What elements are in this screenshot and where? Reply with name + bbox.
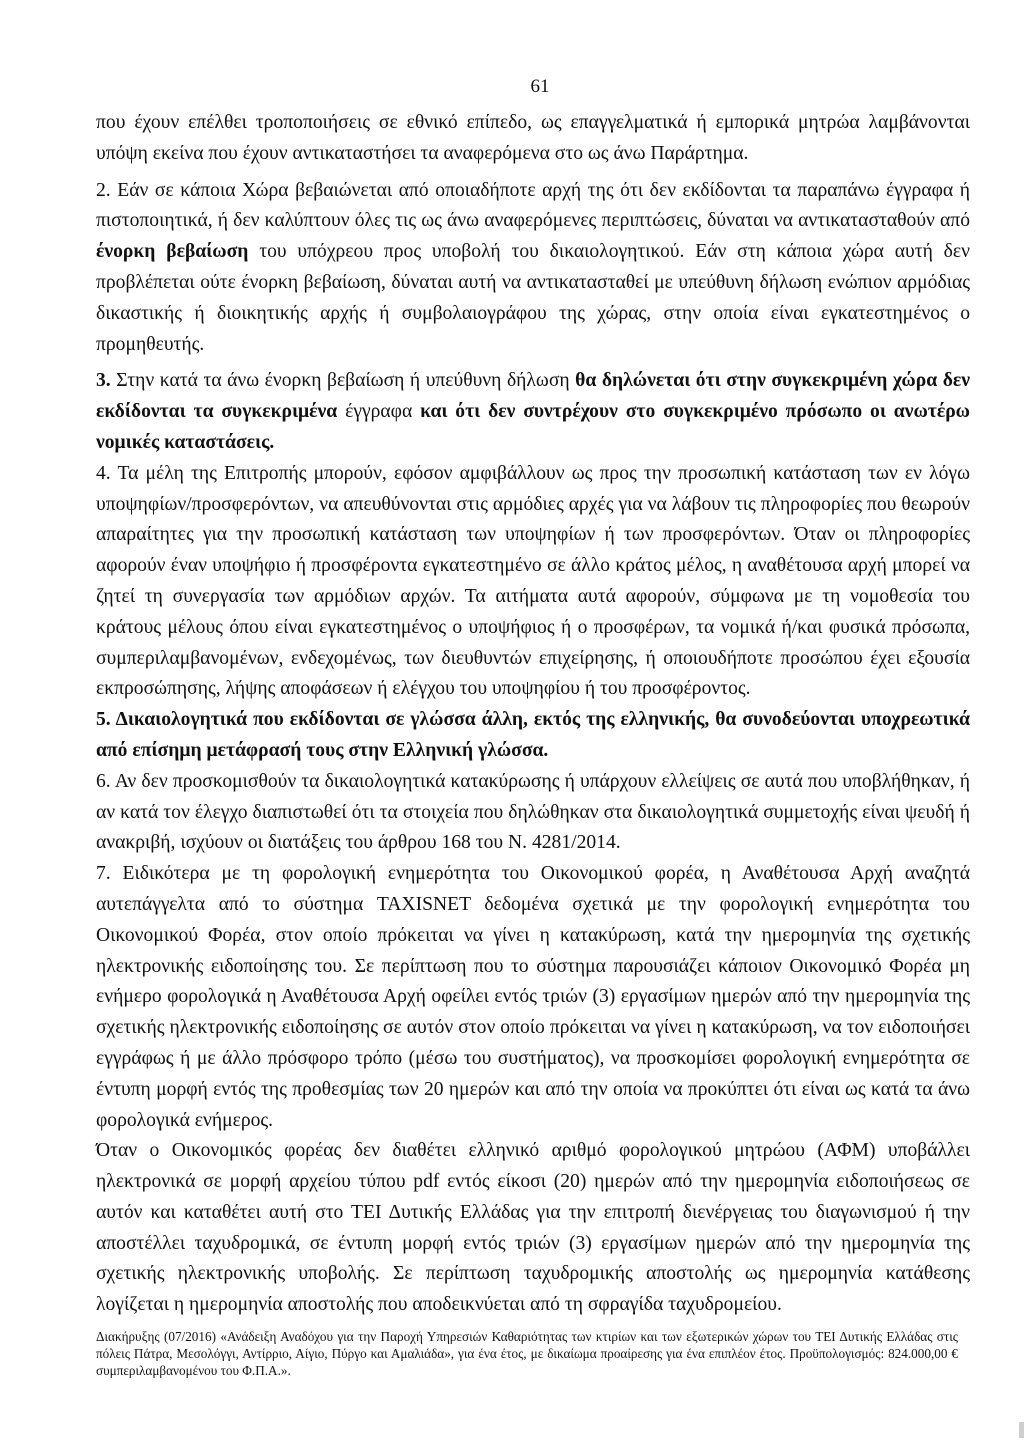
paragraph-2-text: 2. Εάν σε κάποια Χώρα βεβαιώνεται από οποιαδήποτε αρχή της ότι δεν εκδίδονται τα παραπάνω έγγραφα ή πιστοποιητικά, ή δεν καλύπτουν όλες τις ως άνω αναφερόμενες περιπτώσεις, δύναται να αντικατασταθούν από [96,179,970,232]
paragraph-continuation: που έχουν επέλθει τροποποιήσεις σε εθνικό επίπεδο, ως επαγγελματικά ή εμπορικά μητρώα λαμβάνονται υπόψη εκείνα που έχουν αντικαταστήσει τα αναφερόμενα στο ως άνω Παράρτημα. [96,112,970,164]
paragraph-3-text: Στην κατά τα άνω ένορκη βεβαίωση ή υπεύθυνη δήλωση [110,370,576,392]
paragraph-2 [96,176,970,361]
paragraph-3-bold-end: και ότι δεν συντρέχουν στο συγκεκριμένο πρόσωπο οι ανωτέρω νομικές καταστάσεις. [96,401,971,453]
paragraph-afm: Όταν ο Οικονομικός φορέας δεν διαθέτει ελληνικό αριθμό φορολογικού μητρώου (ΑΦΜ) υποβάλλει ηλεκτρονικά σε μορφή αρχείου τύπου pdf εντός είκοσι (20) ημερών από την ημερομηνία ειδοποιήσεως σε αυτόν και καταθέτει αυτή στο ΤΕΙ Δυτικής Ελλάδας για την επιτροπή διενέργειας του διαγωνισμού ή την αποστέλλει ταχυδρομικά, σε έντυπη μορφή εντός τριών (3) εργασίμων ημερών από την ημερομηνία της σχετικής ηλεκτρονικής υποβολής. Σε περίπτωση ταχυδρομικής αποστολής ως ημερομηνία κατάθεσης λογίζεται η ημερομηνία αποστολής που αποδεικνύεται από τη σφραγίδα ταχυδρομείου. [96,1140,970,1316]
page-footer: Διακήρυξης (07/2016) «Ανάδειξη Αναδόχου για την Παροχή Υπηρεσιών Καθαριότητας των κτιρίων και των εξωτερικών χώρων του ΤΕΙ Δυτικής Ελλάδας στις πόλεις Πάτρα, Μεσολόγγι, Αντίρριο, Αίγιο, Πύργο και Αμαλιάδα», για ένα έτος, με δικαίωμα προαίρεσης για ένα επιπλέον έτος. Προϋπολογισμός: 824.000,00 € συμπεριλαμβανομένου του Φ.Π.Α.». [96,1329,958,1379]
paragraph-3-text-mid: έγγραφα [337,401,421,423]
paragraph-3 [96,366,970,458]
document-body [96,108,970,1321]
paragraph-6: 6. Αν δεν προσκομισθούν τα δικαιολογητικά κατακύρωσης ή υπάρχουν ελλείψεις σε αυτά που υποβλήθηκαν, ή αν κατά τον έλεγχο διαπιστωθεί ότι τα στοιχεία που δηλώθηκαν στα δικαιολογητικά συμμετοχής είναι ψευδή ή ανακριβή, ισχύουν οι διατάξεις του άρθρου 168 του Ν. 4281/2014. [96,770,970,854]
paragraph-2-bold: ένορκη βεβαίωση [96,241,249,263]
paragraph-7: 7. Ειδικότερα με τη φορολογική ενημερότητα του Οικονομικού φορέα, η Αναθέτουσα Αρχή αναζητά αυτεπάγγελτα από το σύστημα TAXISNET δεδομένα σχετικά με την φορολογική ενημερότητα του Οικονομικού Φορέα, στον οποίο πρόκειται να γίνει η κατακύρωση, κατά την ημερομηνία της σχετικής ηλεκτρονικής ειδοποίησης του. Σε περίπτωση που το σύστημα παρουσιάζει κάποιον Οικονομικό Φορέα μη ενήμερο φορολογικά η Αναθέτουσα Αρχή οφείλει εντός τριών (3) εργασίμων ημερών από την ημερομηνία της σχετικής ηλεκτρονικής ειδοποίησης σε αυτόν στον οποίο πρόκειται να γίνει η κατακύρωση, να τον ειδοποιήσει εγγράφως ή με άλλο πρόσφορο τρόπο (μέσω του συστήματος), να προσκομίσει φορολογική ενημερότητα σε έντυπη μορφή εντός της προθεσμίας των 20 ημερών και από την οποία να προκύπτει ότι είναι ως κατά τα άνω φορολογικά ενήμερος. [96,863,970,1131]
paragraph-5: 5. Δικαιολογητικά που εκδίδονται σε γλώσσα άλλη, εκτός της ελληνικής, θα συνοδεύονται υποχρεωτικά από επίσημη μετάφρασή τους στην Ελληνική γλώσσα. [96,709,970,761]
scan-edge-mark [1019,1422,1024,1438]
paragraph-3-bold: θα δηλώνεται ότι στην συγκεκριμένη χώρα δεν εκδίδονται τα συγκεκριμένα [96,370,970,423]
paragraph-3-number: 3. [96,370,111,392]
paragraph-2-text-end: του υπόχρεου προς υποβολή του δικαιολογητικού. Εάν στη κάποια χώρα αυτή δεν προβλέπεται ούτε ένορκη βεβαίωση, δύναται αυτή να αντικατασταθεί με υπεύθυνη δήλωση ενώπιον αρμόδιας δικαστικής ή διοικητικής αρχής ή συμβολαιογράφου της χώρας, στην οποία είναι εγκατεστημένος ο προμηθευτής. [96,241,970,355]
page-number: 61 [530,76,550,97]
paragraph-4: 4. Τα μέλη της Επιτροπής μπορούν, εφόσον αμφιβάλλουν ως προς την προσωπική κατάσταση των εν λόγω υποψηφίων/προσφερόντων, να απευθύνονται στις αρμόδιες αρχές για να λάβουν τις πληροφορίες που θεωρούν απαραίτητες για την προσωπική κατάσταση των υποψηφίων ή των προσφερόντων. Όταν οι πληροφορίες αφορούν έναν υποψήφιο ή προσφέροντα εγκατεστημένο σε άλλο κράτος μέλος, η αναθέτουσα αρχή μπορεί να ζητεί τη συνεργασία των αρμόδιων αρχών. Τα αιτήματα αυτά αφορούν, σύμφωνα με τη νομοθεσία του κράτους μέλους όπου είναι εγκατεστημένος ο υποψήφιος ή ο προσφέρων, τα νομικά ή/και φυσικά πρόσωπα, συμπεριλαμβανομένων, ενδεχομένως, των διευθυντών επιχείρησης, ή οποιουδήποτε προσώπου έχει εξουσία εκπροσώπησης, λήψης αποφάσεων ή ελέγχου του υποψηφίου ή του προσφέροντος. [96,462,970,700]
